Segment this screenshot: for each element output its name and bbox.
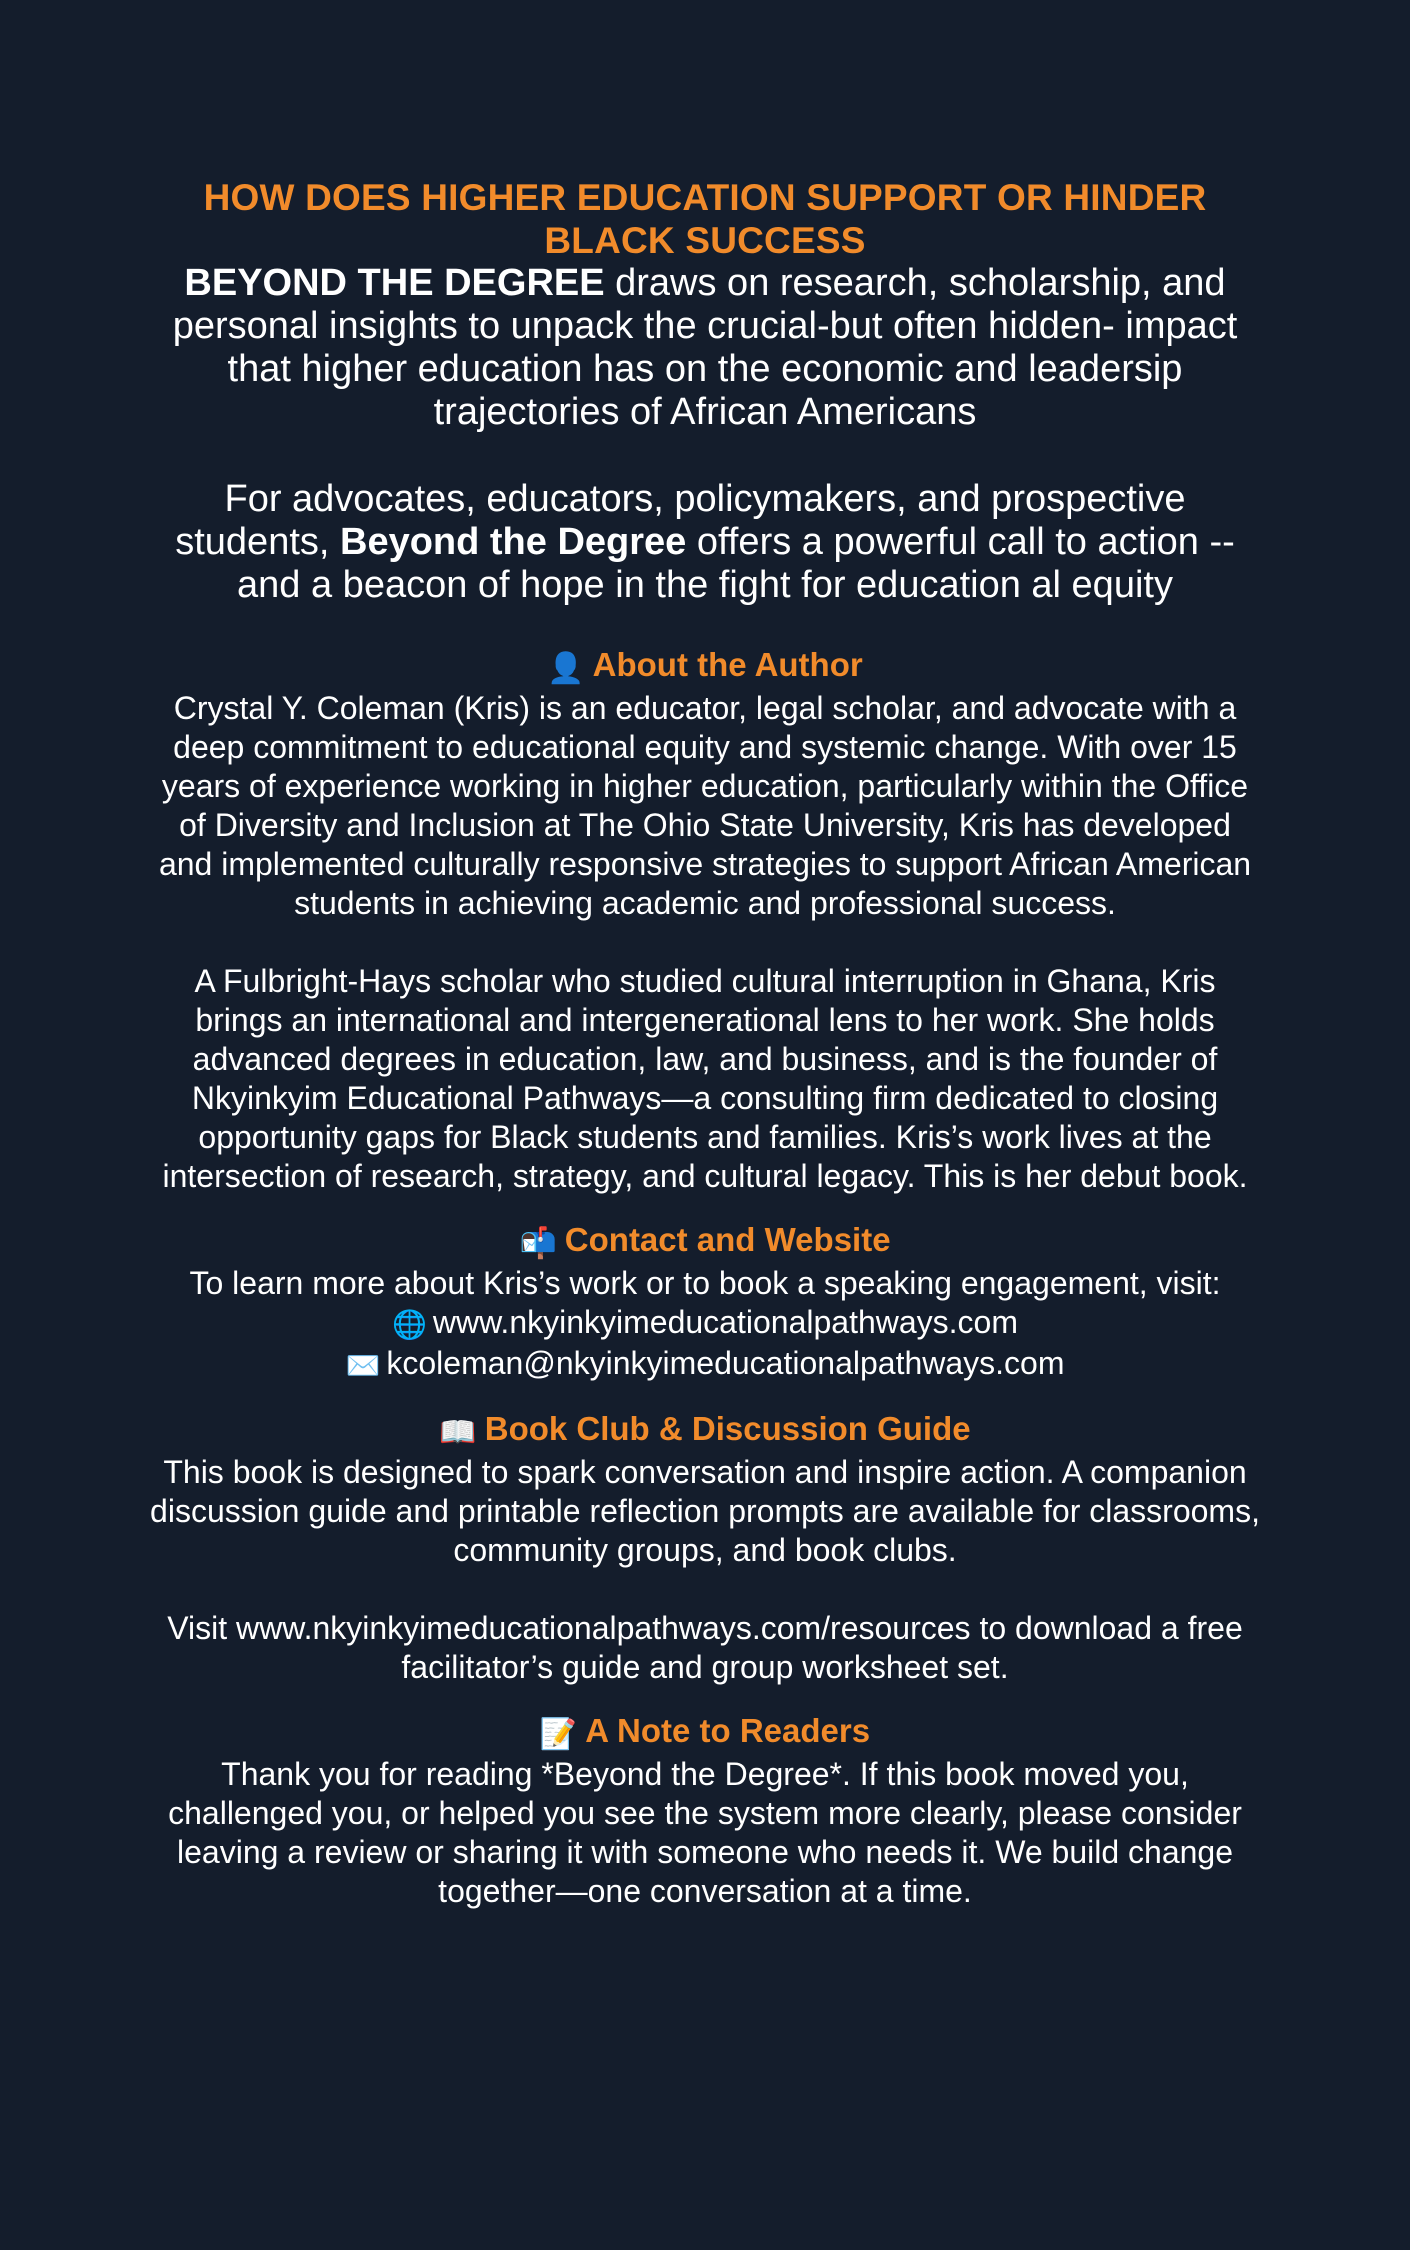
mailbox-icon: 📬: [519, 1227, 557, 1260]
envelope-icon: ✉️: [345, 1350, 381, 1381]
cover-content: [130, 176, 1280, 1911]
intro-paragraph-1: [130, 262, 1280, 434]
note-paragraph: Thank you for reading *Beyond the Degree*. If this book moved you, challenged you, or helped you see the system more clearly, please consider leaving a review or sharing it with someone who needs it. We build change together—one conversation at a time.: [168, 1756, 1242, 1909]
headline: HOW DOES HIGHER EDUCATION SUPPORT OR HINDER BLACK SUCCESS: [203, 177, 1207, 261]
email-line[interactable]: [130, 1344, 1280, 1385]
book-club-paragraph-1: This book is designed to spark conversation and inspire action. A companion discussion guide and printable reflection prompts are available for classrooms, community groups, and book clubs.: [150, 1454, 1260, 1568]
intro-paragraph-2: [130, 478, 1280, 607]
book-club-paragraph-2: Visit www.nkyinkyimeducationalpathways.com/resources to download a free facilitator’s guide and group worksheet set.: [167, 1610, 1243, 1685]
website-line[interactable]: [130, 1303, 1280, 1344]
open-book-icon: 📖: [439, 1416, 477, 1449]
book-title-strong: BEYOND THE DEGREE: [184, 262, 605, 304]
about-author-title: About the Author: [592, 646, 863, 683]
person-icon: 👤: [547, 652, 585, 685]
intro-paragraph-2-after: offers a powerful call to action --and a beacon of hope in the fight for education al equity: [237, 521, 1235, 606]
intro-paragraph-1-text: draws on research, scholarship, and personal insights to unpack the crucial-but often hidden- impact that higher education has on the economic and leadersip trajectories of African Americans: [172, 262, 1238, 433]
memo-icon: 📝: [539, 1718, 578, 1751]
contact-heading: [130, 1220, 1280, 1264]
contact-text: To learn more about Kris’s work or to book a speaking engagement, visit:: [189, 1265, 1221, 1301]
website-link[interactable]: www.nkyinkyimeducationalpathways.com: [432, 1304, 1018, 1340]
about-author-paragraph-2: A Fulbright-Hays scholar who studied cultural interruption in Ghana, Kris brings an international and intergenerational lens to her work. She holds advanced degrees in education, law, and business, and is the founder of Nkyinkyim Educational Pathways—a consulting firm dedicated to closing opportunity gaps for Black students and families. Kris’s work lives at the intersection of research, strategy, and cultural legacy. This is her debut book.: [162, 963, 1248, 1194]
note-title: A Note to Readers: [585, 1712, 871, 1749]
contact-title: Contact and Website: [564, 1221, 891, 1258]
about-author-heading: [130, 645, 1280, 689]
intro-paragraph-2-before: For advocates, educators, policymakers, and prospective students,: [175, 478, 1186, 563]
about-author-paragraph-1: Crystal Y. Coleman (Kris) is an educator, legal scholar, and advocate with a deep commitment to educational equity and systemic change. With over 15 years of experience working in higher education, particularly within the Office of Diversity and Inclusion at The Ohio State University, Kris has developed and implemented culturally responsive strategies to support African American students in achieving academic and professional success.: [158, 690, 1252, 921]
book-club-title: Book Club & Discussion Guide: [484, 1410, 971, 1447]
globe-icon: 🌐: [391, 1309, 427, 1340]
note-heading: [130, 1711, 1280, 1755]
book-title-inline: Beyond the Degree: [340, 521, 687, 563]
book-club-heading: [130, 1409, 1280, 1453]
email-link[interactable]: kcoleman@nkyinkyimeducationalpathways.com: [386, 1345, 1065, 1381]
